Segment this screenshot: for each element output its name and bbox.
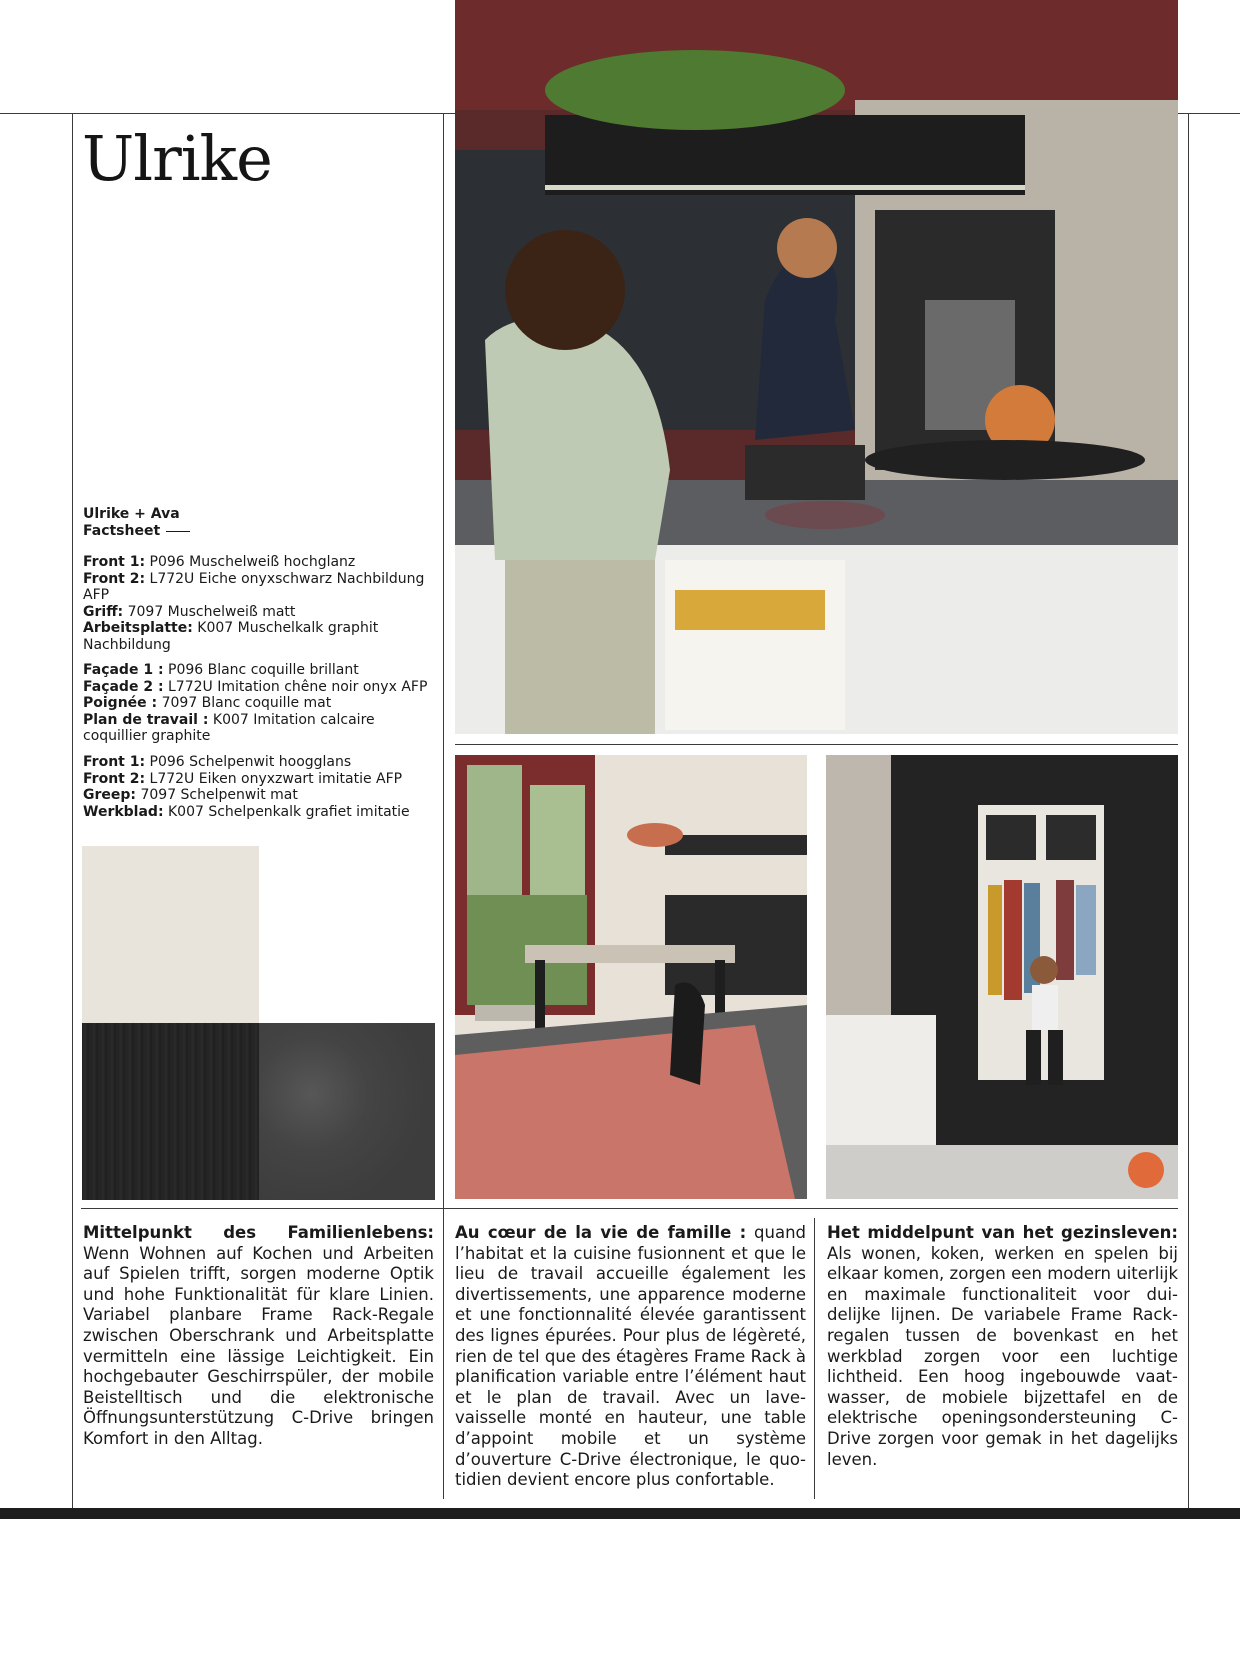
swatch-limestone-graphite xyxy=(259,1023,435,1200)
spec-row: Façade 2 : L772U Imitation chêne noir onyx AFP xyxy=(83,678,428,695)
text-column-nl xyxy=(827,1223,1178,1470)
dining-photo xyxy=(455,755,807,1199)
spec-group-nl xyxy=(83,754,433,820)
text-lead-de: Mittelpunkt des Familienlebens: xyxy=(83,1223,434,1242)
spec-row: Arbeitsplatte: K007 Muschelkalk graphit Nachbildung xyxy=(83,620,379,653)
text-lead-nl: Het middelpunt van het gezinsleven: xyxy=(827,1223,1178,1242)
kitchen-photo xyxy=(455,0,1178,734)
swatch-shell-white xyxy=(82,846,259,1023)
wardrobe-photo xyxy=(826,755,1178,1199)
spec-row: Plan de travail : K007 Imitation calcaire coquillier graphite xyxy=(83,711,375,745)
factsheet-title: Ulrike + Ava xyxy=(83,506,180,522)
spec-row: Greep: 7097 Schelpenwit mat xyxy=(83,787,298,804)
spec-row: Façade 1 : P096 Blanc coquille brillant xyxy=(83,662,359,678)
text-body-nl: Als wonen, koken, werken en spelen bij elkaar komen, zorgen een modern uiterlijk en maximale functionaliteit voor duidelijke lijnen. De variabele Frame Rack-regalen tussen de bovenkast en het werkblad zorgen voor een luchtige lichtheid. Een hoog ingebouwde vaatwasser, de mobiele bijzettafel en de elektrische openingsondersteuning C-Drive zorgen voor gemak in het dagelijks leven. xyxy=(827,1243,1178,1469)
spec-group-de xyxy=(83,554,433,654)
factsheet-heading xyxy=(83,506,190,540)
top-rule-left xyxy=(0,113,455,114)
text-lead-fr: Au cœur de la vie de famille : xyxy=(455,1223,747,1242)
text-top-rule xyxy=(81,1208,1178,1209)
spec-row: Griff: 7097 Muschelweiß matt xyxy=(83,603,296,620)
spec-group-fr xyxy=(83,662,433,745)
photo-divider-rule xyxy=(455,744,1178,745)
text-body-fr: quand l’habitat et la cuisine fusionnent et que le lieu de travail accueille également les divertissements, une apparence moderne et une fonctionnalité élevée garantissent des lignes épurées. Pour plus de légèreté, rien de tel que des étagères Frame Rack à planification variable entre l’élément haut et le plan de travail. Avec un lave-vaisselle monté en hauteur, une table d’appoint mobile et un système d’ouverture C-Drive électronique, le quotidien devient encore plus confortable. xyxy=(455,1223,807,1490)
spec-row: Poignée : 7097 Blanc coquille mat xyxy=(83,695,332,712)
left-column-rule xyxy=(72,113,73,1508)
spec-row: Front 1: P096 Muschelweiß hochglanz xyxy=(83,554,356,570)
text-column-de xyxy=(83,1223,434,1450)
factsheet-subtitle: Factsheet xyxy=(83,523,190,540)
spec-row: Werkblad: K007 Schelpenkalk grafiet imitatie xyxy=(83,803,410,820)
dash-icon xyxy=(166,531,190,532)
page-title: Ulrike xyxy=(82,122,272,195)
text-body-de: Wenn Wohnen auf Kochen und Arbeiten auf Spielen trifft, sorgen moderne Optik und hohe Funktionalität für klare Linien. Variabel planbare Frame Rack-Regale zwischen Oberschrank und Arbeitsplatte vermitteln eine lässige Leichtigkeit. Ein hochgebauter Geschirrspüler, der mobile Beistelltisch und die elektronische Öffnungsunterstützung C-Drive bringen Komfort in den Alltag. xyxy=(83,1243,434,1448)
spec-row: Front 1: P096 Schelpenwit hoogglans xyxy=(83,754,352,770)
footer-bar xyxy=(0,1508,1240,1519)
spec-row: Front 2: L772U Eiken onyxzwart imitatie AFP xyxy=(83,770,403,787)
text-divider-1 xyxy=(814,1218,815,1499)
spec-row: Front 2: L772U Eiche onyxschwarz Nachbildung AFP xyxy=(83,570,425,604)
right-column-rule xyxy=(1188,113,1189,1508)
center-left-rule xyxy=(443,113,444,1499)
swatch-oak-onyx-black xyxy=(82,1023,259,1200)
text-column-fr xyxy=(455,1223,806,1491)
